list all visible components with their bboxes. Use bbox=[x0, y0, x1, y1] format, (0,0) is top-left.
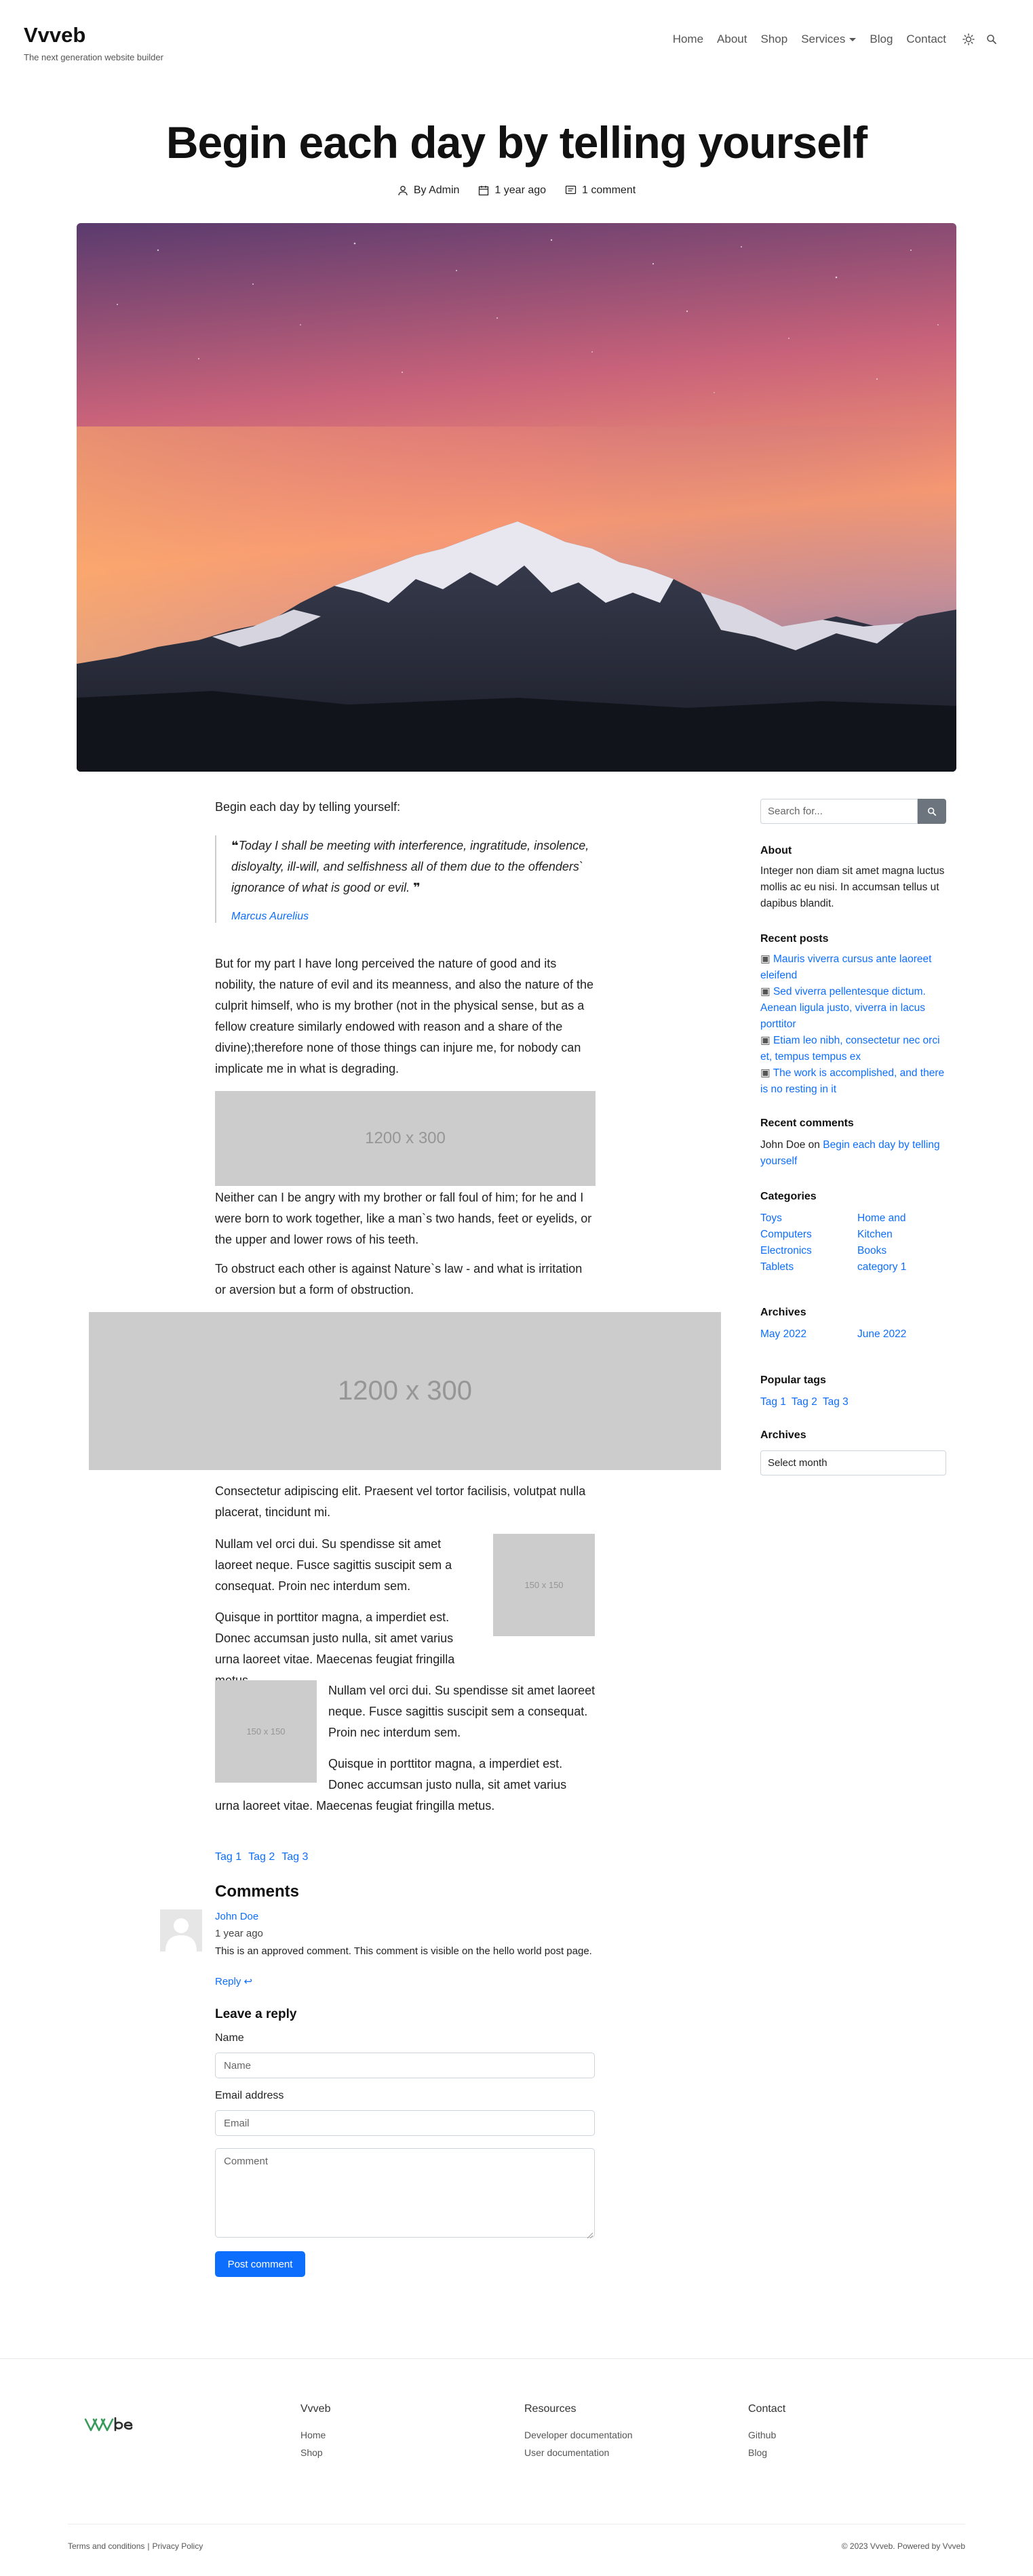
comment-icon bbox=[565, 185, 577, 196]
comment-author[interactable]: John Doe bbox=[215, 1911, 259, 1922]
image-icon: ▣ bbox=[760, 1035, 771, 1046]
placeholder-image-1: 1200 x 300 bbox=[215, 1091, 596, 1186]
popular-tag-link[interactable]: Tag 1 bbox=[760, 1396, 786, 1408]
search-icon[interactable] bbox=[984, 32, 999, 47]
post-intro: Begin each day by telling yourself: bbox=[215, 800, 401, 814]
nav-blog[interactable]: Blog bbox=[870, 33, 893, 45]
meta-date bbox=[478, 184, 546, 197]
blockquote bbox=[215, 835, 595, 923]
privacy-link[interactable]: Privacy Policy bbox=[152, 2541, 203, 2551]
nav-services-label: Services bbox=[801, 33, 846, 45]
widget-categories-title: Categories bbox=[760, 1191, 817, 1202]
search-input[interactable]: Search for... bbox=[760, 799, 918, 824]
recent-post-item[interactable] bbox=[760, 984, 946, 1033]
recent-comment-on: on bbox=[808, 1139, 820, 1151]
archive-link[interactable]: June 2022 bbox=[857, 1328, 907, 1340]
recent-post-link[interactable]: The work is accomplished, and there is no resting in it bbox=[760, 1067, 945, 1095]
nav-services[interactable] bbox=[794, 33, 863, 46]
post-paragraph-7: Nullam vel orci dui. Su spendisse sit amet laoreet neque. Fusce sagittis suscipit sem a consequat. Proin nec interdum sem. bbox=[328, 1684, 596, 1739]
widget-categories bbox=[760, 1189, 946, 1275]
post-paragraph-4: Consectetur adipiscing elit. Praesent vel tortor facilisis, volutpat nulla placerat, tincidunt mi. bbox=[215, 1484, 586, 1519]
tag-link[interactable]: Tag 1 bbox=[215, 1851, 242, 1863]
comment-text: This is an approved comment. This comment is visible on the hello world post page. bbox=[215, 1945, 592, 1957]
post-paragraph-8a: Quisque in porttitor magna, a imperdiet est. Donec accumsan justo nulla, sit amet varius bbox=[328, 1757, 567, 1791]
nav-about[interactable]: About bbox=[717, 33, 747, 45]
main-nav bbox=[666, 32, 999, 47]
footer-copyright: © 2023 Vvveb. Powered by Vvveb bbox=[841, 2541, 965, 2551]
recent-post-item[interactable] bbox=[760, 1065, 946, 1098]
name-field[interactable]: Name bbox=[215, 2053, 595, 2078]
post-paragraph-8b: urna laoreet vitae. Maecenas feugiat fringilla metus. bbox=[215, 1799, 495, 1812]
recent-post-item[interactable] bbox=[760, 951, 946, 984]
search-button[interactable] bbox=[918, 799, 946, 824]
sidebar-search bbox=[760, 799, 946, 824]
resize-handle-icon[interactable] bbox=[586, 2230, 593, 2236]
meta-author[interactable] bbox=[397, 184, 460, 197]
archive-link[interactable]: May 2022 bbox=[760, 1328, 807, 1340]
footer-logo[interactable] bbox=[84, 2414, 138, 2434]
category-link[interactable]: Books bbox=[857, 1245, 887, 1256]
image-icon: ▣ bbox=[760, 953, 771, 965]
search-icon bbox=[927, 807, 937, 816]
popular-tag-link[interactable]: Tag 2 bbox=[791, 1396, 817, 1408]
widget-about-text: Integer non diam sit amet magna luctus mollis ac eu nisi. In accumsan tellus ut dapibus blandit. bbox=[760, 865, 945, 909]
recent-comment-author: John Doe bbox=[760, 1139, 806, 1151]
footer-col1-title: Vvveb bbox=[300, 2403, 331, 2415]
footer-link-home[interactable]: Home bbox=[300, 2430, 326, 2440]
widget-recent-posts bbox=[760, 931, 946, 1098]
category-link[interactable]: Tablets bbox=[760, 1261, 794, 1273]
caret-down-icon bbox=[849, 38, 856, 41]
reply-form-title: Leave a reply bbox=[215, 2007, 297, 2021]
widget-archives-select bbox=[760, 1427, 946, 1475]
quote-author[interactable]: Marcus Aurelius bbox=[231, 911, 309, 922]
calendar-icon bbox=[478, 185, 489, 196]
reply-icon: ↩ bbox=[243, 1976, 253, 1987]
site-tagline: The next generation website builder bbox=[24, 52, 163, 62]
meta-comments-label: 1 comment bbox=[582, 184, 636, 196]
footer-col2-title: Resources bbox=[524, 2403, 577, 2415]
footer-separator: | bbox=[147, 2541, 150, 2551]
footer-link-github[interactable]: Github bbox=[748, 2430, 777, 2440]
post-tags bbox=[215, 1851, 308, 1863]
popular-tag-link[interactable]: Tag 3 bbox=[822, 1396, 849, 1408]
footer-legal bbox=[68, 2541, 203, 2551]
widget-popular-tags-title: Popular tags bbox=[760, 1374, 826, 1386]
recent-comment-post-link[interactable]: Begin each day by telling yourself bbox=[760, 1139, 940, 1167]
placeholder-image-wide: 1200 x 300 bbox=[89, 1312, 721, 1470]
footer-link-shop[interactable]: Shop bbox=[300, 2447, 323, 2458]
post-paragraph-2: Neither can I be angry with my brother or fall foul of him; for he and I were born to work together, like a man`s two hands, feet or eyelids, or the upper and lower rows of his teeth. bbox=[215, 1191, 592, 1246]
widget-about bbox=[760, 843, 946, 912]
widget-recent-posts-title: Recent posts bbox=[760, 933, 829, 945]
recent-post-link[interactable]: Etiam leo nibh, consectetur nec orci et, tempus tempus ex bbox=[760, 1035, 940, 1063]
meta-comments[interactable] bbox=[565, 184, 636, 197]
reply-label: Reply bbox=[215, 1976, 241, 1987]
nav-home[interactable]: Home bbox=[672, 33, 704, 45]
category-link[interactable]: Toys bbox=[760, 1212, 782, 1224]
widget-recent-comments bbox=[760, 1115, 946, 1170]
post-paragraph-5: Nullam vel orci dui. Su spendisse sit amet laoreet neque. Fusce sagittis suscipit sem a consequat. Proin nec interdum sem. bbox=[215, 1537, 452, 1593]
post-paragraph-1: But for my part I have long perceived the nature of good and its nobility, the nature of evil and its meanness, and also the nature of the culprit himself, who is my brother (not in the physical sense, but as a fellow creature similarly endowed with reason and a share of the divine);therefore none of those things can injure me, for nobody can implicate me in what is degrading. bbox=[215, 957, 594, 1075]
hero-image bbox=[77, 223, 956, 772]
category-link[interactable]: Computers bbox=[760, 1229, 812, 1240]
image-icon: ▣ bbox=[760, 986, 771, 997]
tag-link[interactable]: Tag 3 bbox=[281, 1851, 309, 1863]
avatar bbox=[160, 1909, 202, 1951]
widget-about-title: About bbox=[760, 845, 792, 856]
image-icon: ▣ bbox=[760, 1067, 771, 1079]
email-label: Email address bbox=[215, 2090, 284, 2101]
widget-archives-title: Archives bbox=[760, 1307, 806, 1318]
post-paragraph-3: To obstruct each other is against Nature`s law - and what is irritation or aversion but a form of obstruction. bbox=[215, 1262, 583, 1296]
post-meta bbox=[0, 184, 1033, 197]
quote-body: Today I shall be meeting with interference, ingratitude, insolence, disloyalty, ill-will, and selfishness all of them due to the offenders` ignorance of what is good or evil. bbox=[231, 839, 589, 894]
quote-text bbox=[231, 835, 595, 898]
recent-comment-item bbox=[760, 1137, 946, 1170]
post-title: Begin each day by telling yourself bbox=[165, 117, 868, 167]
tag-link[interactable]: Tag 2 bbox=[248, 1851, 275, 1863]
footer-link-user-docs[interactable]: User documentation bbox=[524, 2447, 610, 2458]
placeholder-image-right: 150 x 150 bbox=[493, 1534, 595, 1636]
meta-author-label: By Admin bbox=[413, 184, 460, 196]
nav-contact[interactable]: Contact bbox=[906, 33, 946, 45]
sun-icon[interactable] bbox=[961, 32, 976, 47]
placeholder-image-left: 150 x 150 bbox=[215, 1680, 317, 1783]
quote-open-icon: ❝ bbox=[231, 839, 239, 852]
nav-shop[interactable]: Shop bbox=[760, 33, 788, 45]
widget-popular-tags bbox=[760, 1372, 946, 1410]
comments-title: Comments bbox=[215, 1882, 300, 1901]
comment-time: 1 year ago bbox=[215, 1928, 263, 1939]
footer-link-blog[interactable]: Blog bbox=[748, 2447, 768, 2458]
widget-archives2-title: Archives bbox=[760, 1429, 806, 1441]
recent-post-link[interactable]: Mauris viverra cursus ante laoreet eleifend bbox=[760, 953, 932, 981]
name-label: Name bbox=[215, 2032, 244, 2044]
email-field[interactable]: Email bbox=[215, 2110, 595, 2136]
terms-link[interactable]: Terms and conditions bbox=[68, 2541, 145, 2551]
site-brand[interactable]: Vvveb bbox=[24, 23, 86, 47]
category-link[interactable]: Electronics bbox=[760, 1245, 812, 1256]
sidebar bbox=[760, 799, 946, 824]
category-link[interactable]: Home and Kitchen bbox=[857, 1212, 906, 1240]
reply-link[interactable] bbox=[215, 1975, 252, 1987]
recent-post-item[interactable] bbox=[760, 1033, 946, 1065]
footer-link-dev-docs[interactable]: Developer documentation bbox=[524, 2430, 633, 2440]
meta-date-label: 1 year ago bbox=[494, 184, 547, 196]
widget-recent-comments-title: Recent comments bbox=[760, 1117, 854, 1129]
post-comment-button[interactable]: Post comment bbox=[215, 2251, 305, 2277]
quote-close-icon: ❞ bbox=[413, 881, 421, 894]
footer-col3-title: Contact bbox=[748, 2403, 786, 2415]
category-link[interactable]: category 1 bbox=[857, 1261, 907, 1273]
select-month-dropdown[interactable]: Select month bbox=[760, 1450, 946, 1475]
user-icon bbox=[397, 185, 408, 196]
site-header bbox=[0, 0, 1033, 75]
post-paragraph-6: Quisque in porttitor magna, a imperdiet est. Donec accumsan justo nulla, sit amet varius urna laoreet vitae. Maecenas feugiat fringilla bbox=[215, 1610, 455, 1666]
recent-post-link[interactable]: Sed viverra pellentesque dictum. Aenean ligula justo, viverra in lacus porttitor bbox=[760, 986, 926, 1030]
comment-textarea[interactable]: Comment bbox=[215, 2148, 595, 2238]
widget-archives bbox=[760, 1305, 946, 1343]
